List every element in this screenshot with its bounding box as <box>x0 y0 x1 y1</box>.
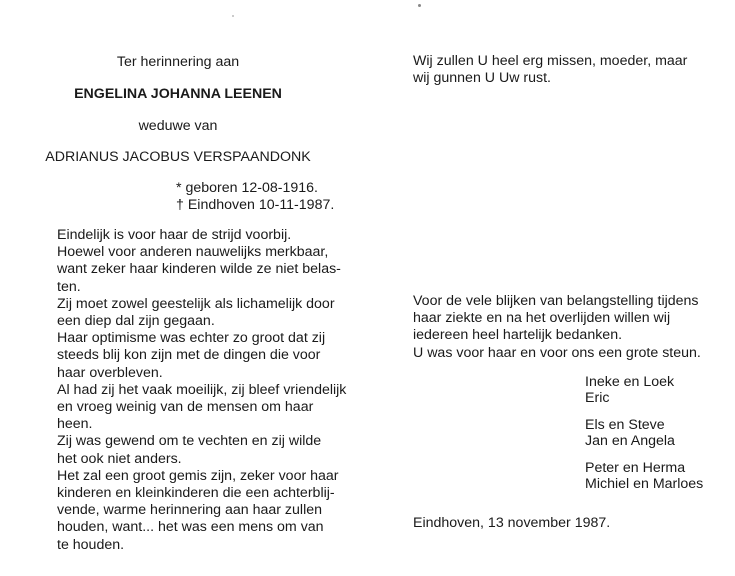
signature-name: Ineke en Loek <box>585 374 675 390</box>
intro-text: Ter herinnering aan <box>116 54 240 70</box>
poem-line: ten. <box>57 278 81 295</box>
poem-line: Zij moet zowel geestelijk als lichamelijk door <box>57 295 335 312</box>
birth-line: * geboren 12-08-1916. <box>176 180 318 196</box>
poem-line: Eindelijk is voor haar de strijd voorbij. <box>57 227 292 243</box>
poem-line: het ook niet anders. <box>57 450 182 467</box>
signature-group <box>585 374 703 406</box>
farewell-line: Wij zullen U heel erg missen, moeder, maar <box>413 53 688 69</box>
poem-line: vende, warme herinnering aan haar zullen <box>57 502 322 519</box>
place-date: Eindhoven, 13 november 1987. <box>413 515 611 531</box>
signature-name: Peter en Herma <box>585 460 686 476</box>
poem-line: Haar optimisme was echter zo groot dat zij <box>57 330 326 347</box>
poem-line: kinderen en kleinkinderen die een achterblij- <box>57 485 335 502</box>
signature-name: Els en Steve <box>585 417 665 433</box>
poem-line: steeds blij kon zijn met de dingen die voor <box>57 347 321 364</box>
thanks-line: Voor de vele blijken van belangstelling tijdens <box>413 293 699 309</box>
poem-line: houden, want... het was een mens om van <box>57 519 324 536</box>
poem-line: want zeker haar kinderen wilde ze niet belas- <box>57 261 341 278</box>
signature-name: Jan en Angela <box>585 433 675 449</box>
signature-group <box>585 417 703 449</box>
poem-line: en vroeg weinig van de mensen om haar <box>57 399 314 416</box>
spouse-name: ADRIANUS JACOBUS VERSPAANDONK <box>45 149 311 165</box>
poem-line: een diep dal zijn gegaan. <box>57 313 215 330</box>
signatures <box>585 374 703 503</box>
scan-speck <box>232 15 234 17</box>
signature-group <box>585 460 703 492</box>
farewell-line: wij gunnen U Uw rust. <box>413 70 551 87</box>
poem-line: Zij was gewend om te vechten en zij wilde <box>57 433 322 450</box>
farewell-paragraph <box>413 53 706 87</box>
poem-line: Al had zij het vaak moeilijk, zij bleef vriendelijk <box>57 381 347 398</box>
thanks-paragraph <box>413 293 706 362</box>
scan-speck <box>418 4 421 7</box>
thanks-line: iedereen heel hartelijk bedanken. <box>413 327 623 344</box>
signature-name: Eric <box>585 390 610 406</box>
death-line: † Eindhoven 10-11-1987. <box>176 197 335 213</box>
thanks-line: U was voor haar en voor ons een grote steun. <box>413 344 701 361</box>
poem-line: Het zal een groot gemis zijn, zeker voor haar <box>57 467 339 484</box>
poem-line: haar overbleven. <box>57 364 163 381</box>
poem-line: Hoewel voor anderen nauwelijks merkbaar, <box>57 244 329 261</box>
thanks-line: haar ziekte en na het overlijden willen wij <box>413 310 671 327</box>
signature-name: Michiel en Marloes <box>585 476 704 492</box>
poem-line: te houden. <box>57 536 125 553</box>
deceased-name: ENGELINA JOHANNA LEENEN <box>74 86 282 102</box>
relation-text: weduwe van <box>138 118 218 134</box>
poem-paragraph <box>57 227 347 554</box>
poem-line: heen. <box>57 416 93 433</box>
